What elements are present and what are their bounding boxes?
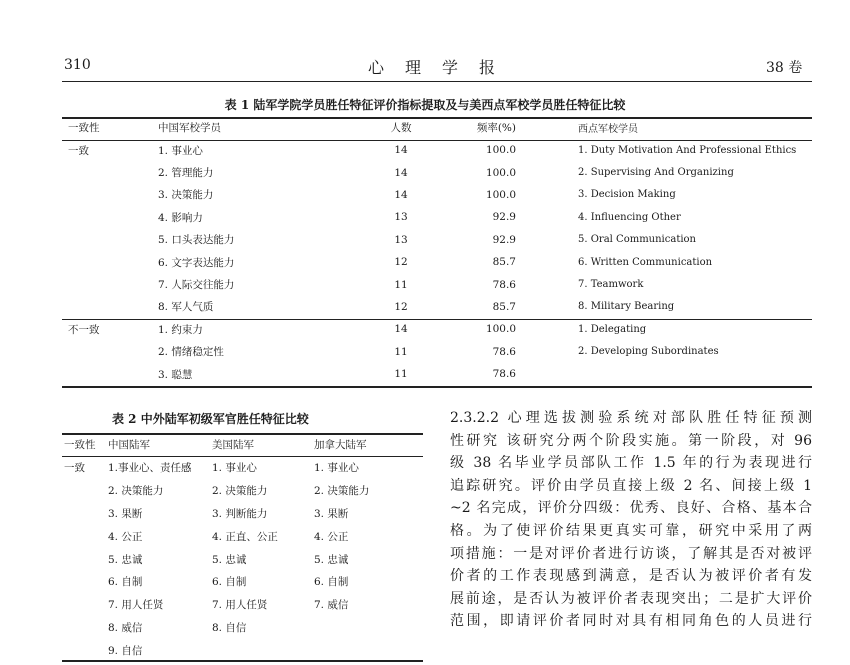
cell-us-army: 7. 用人任贤 <box>212 599 268 612</box>
cell-chinese-army: 9. 自信 <box>108 645 143 658</box>
cell-count: 11 <box>394 278 408 291</box>
cell-chinese-cadet: 3. 聪慧 <box>158 368 193 381</box>
cell-us-army: 2. 决策能力 <box>212 484 268 497</box>
column-header-consistency: 一致性 <box>64 438 96 451</box>
cell-frequency: 100.0 <box>485 144 516 157</box>
cell-westpoint-cadet: 8. Military Bearing <box>578 301 675 313</box>
cell-frequency: 92.9 <box>492 211 516 224</box>
cell-canadian-army <box>314 616 423 639</box>
cell-count: 14 <box>394 144 408 157</box>
cell-count: 14 <box>394 188 408 201</box>
cell-chinese-cadet: 4. 影响力 <box>158 211 203 224</box>
cell-frequency: 100.0 <box>485 188 516 201</box>
column-header-consistency: 一致性 <box>68 121 100 134</box>
cell-consistency <box>62 296 146 318</box>
cell-canadian-army: 3. 果断 <box>314 507 349 520</box>
cell-canadian-army <box>314 639 423 662</box>
cell-chinese-cadet: 2. 管理能力 <box>158 167 214 180</box>
cell-consistency <box>62 479 108 502</box>
volume-number: 38 卷 <box>766 60 803 76</box>
table-row <box>62 161 812 183</box>
cell-chinese-cadet: 1. 事业心 <box>158 144 203 157</box>
cell-canadian-army: 5. 忠诚 <box>314 553 349 566</box>
table1-header-row <box>62 115 812 139</box>
table2-title: 表 2 中外陆军初级军官胜任特征比较 <box>112 412 309 426</box>
body-line: 范围，即请评价者同时对具有相同角色的人员进行 <box>450 613 812 630</box>
column-header-westpoint-cadet: 西点军校学员 <box>578 123 638 135</box>
cell-chinese-cadet: 3. 决策能力 <box>158 189 214 202</box>
table-row <box>62 616 423 639</box>
cell-frequency: 78.6 <box>492 278 516 291</box>
header-rule <box>62 81 812 82</box>
cell-consistency <box>62 273 146 295</box>
table-row <box>62 525 423 548</box>
table-row <box>62 139 812 161</box>
table1 <box>62 115 812 385</box>
cell-us-army: 5. 忠诚 <box>212 553 247 566</box>
cell-chinese-cadet: 5. 口头表达能力 <box>158 234 235 247</box>
cell-canadian-army: 4. 公正 <box>314 530 349 543</box>
cell-consistency <box>62 229 146 251</box>
cell-consistency: 不一致 <box>68 323 100 336</box>
cell-count: 13 <box>394 211 408 224</box>
table-row <box>62 363 812 385</box>
cell-westpoint-cadet: 4. Influencing Other <box>578 211 681 223</box>
cell-chinese-army: 5. 忠诚 <box>108 553 143 566</box>
body-line: 级 38 名毕业学员部队工作 1.5 年的行为表现进行 <box>450 455 812 472</box>
table-row <box>62 229 812 251</box>
cell-count: 11 <box>394 368 408 381</box>
table-row <box>62 593 423 616</box>
cell-westpoint-cadet: 6. Written Communication <box>578 256 713 268</box>
cell-consistency <box>62 206 146 228</box>
column-header-chinese-army: 中国陆军 <box>108 438 150 451</box>
cell-count: 13 <box>394 233 408 246</box>
table1-bottom-rule <box>62 386 812 388</box>
body-line: 性研究 该研究分两个阶段实施。第一阶段，对 96 <box>450 432 812 449</box>
body-line: 追踪研究。评价由学员直接上级 2 名、间接上级 1 <box>450 477 812 494</box>
cell-consistency <box>62 525 108 548</box>
body-paragraph <box>450 407 812 633</box>
cell-chinese-army: 3. 果断 <box>108 507 143 520</box>
column-header-frequency: 频率(%) <box>476 121 516 134</box>
cell-canadian-army: 2. 决策能力 <box>314 484 370 497</box>
cell-consistency <box>62 593 108 616</box>
cell-consistency <box>62 251 146 273</box>
cell-us-army: 4. 正直、公正 <box>212 530 278 543</box>
cell-us-army <box>212 639 314 662</box>
cell-chinese-army: 8. 威信 <box>108 622 143 635</box>
table-row <box>62 184 812 206</box>
cell-frequency: 85.7 <box>492 300 516 313</box>
body-line: ~2 名完成，评价分四级：优秀、良好、合格、基本合 <box>450 500 812 517</box>
cell-count: 14 <box>394 323 408 336</box>
cell-canadian-army: 6. 自制 <box>314 576 349 589</box>
table-row <box>62 456 423 479</box>
cell-chinese-cadet: 2. 情绪稳定性 <box>158 346 224 359</box>
cell-frequency: 92.9 <box>492 233 516 246</box>
cell-chinese-army: 1.事业心、责任感 <box>108 461 192 474</box>
table2-header-row <box>62 432 423 456</box>
cell-count: 12 <box>394 256 408 269</box>
cell-chinese-army: 7. 用人任贤 <box>108 599 164 612</box>
table-row <box>62 570 423 593</box>
cell-frequency: 78.6 <box>492 345 516 358</box>
cell-consistency <box>62 570 108 593</box>
table-row <box>62 318 812 340</box>
cell-consistency <box>62 161 146 183</box>
cell-chinese-army: 6. 自制 <box>108 576 143 589</box>
cell-consistency <box>62 184 146 206</box>
cell-westpoint-cadet: 1. Delegating <box>578 323 647 335</box>
table-row <box>62 251 812 273</box>
cell-consistency <box>62 548 108 571</box>
cell-chinese-cadet: 8. 军人气质 <box>158 301 214 314</box>
cell-count: 12 <box>394 300 408 313</box>
cell-westpoint-cadet: 2. Supervising And Organizing <box>578 167 734 179</box>
body-line: 展前途，是否认为被评价者表现突出；二是扩大评价 <box>450 590 812 607</box>
cell-us-army: 6. 自制 <box>212 576 247 589</box>
cell-chinese-army: 4. 公正 <box>108 530 143 543</box>
cell-consistency <box>62 639 108 662</box>
cell-frequency: 78.6 <box>492 368 516 381</box>
table1-title: 表 1 陆军学院学员胜任特征评价指标提取及与美西点军校学员胜任特征比较 <box>224 98 626 112</box>
cell-chinese-cadet: 7. 人际交往能力 <box>158 279 235 292</box>
cell-consistency: 一致 <box>68 144 89 157</box>
page-number: 310 <box>64 57 91 73</box>
cell-westpoint-cadet: 5. Oral Communication <box>578 234 696 246</box>
cell-westpoint-cadet: 1. Duty Motivation And Professional Ethics <box>578 144 797 156</box>
cell-frequency: 100.0 <box>485 166 516 179</box>
body-line: 2.3.2.2 心理选拔测验系统对部队胜任特征预测 <box>450 410 812 426</box>
cell-frequency: 100.0 <box>485 323 516 336</box>
column-header-us-army: 美国陆军 <box>212 438 254 451</box>
cell-consistency <box>62 502 108 525</box>
table2 <box>62 432 423 662</box>
cell-us-army: 1. 事业心 <box>212 461 257 474</box>
cell-frequency: 85.7 <box>492 256 516 269</box>
table-row <box>62 479 423 502</box>
cell-count: 11 <box>394 345 408 358</box>
column-header-canadian-army: 加拿大陆军 <box>314 438 367 451</box>
cell-consistency <box>62 341 146 363</box>
table-row <box>62 502 423 525</box>
cell-westpoint-cadet <box>546 363 812 385</box>
body-line: 项措施：一是对评价者进行访谈，了解其是否对被评 <box>450 545 812 562</box>
table-row <box>62 548 423 571</box>
cell-westpoint-cadet: 3. Decision Making <box>578 189 676 201</box>
cell-canadian-army: 1. 事业心 <box>314 461 359 474</box>
table-row <box>62 341 812 363</box>
table-row <box>62 206 812 228</box>
body-line: 格。为了使评价结果更真实可靠，研究中采用了两 <box>450 522 812 539</box>
body-line: 价者的工作表现感到满意，是否认为被评价者有发 <box>450 568 812 585</box>
cell-us-army: 3. 判断能力 <box>212 507 268 520</box>
table-row <box>62 296 812 318</box>
cell-consistency: 一致 <box>64 461 85 474</box>
cell-us-army: 8. 自信 <box>212 622 247 635</box>
cell-count: 14 <box>394 166 408 179</box>
cell-chinese-cadet: 1. 约束力 <box>158 323 203 336</box>
table-row <box>62 273 812 295</box>
cell-consistency <box>62 363 146 385</box>
cell-canadian-army: 7. 威信 <box>314 599 349 612</box>
table-row <box>62 639 423 662</box>
cell-westpoint-cadet: 2. Developing Subordinates <box>578 346 719 358</box>
cell-westpoint-cadet: 7. Teamwork <box>578 279 644 291</box>
column-header-count: 人数 <box>390 121 412 134</box>
cell-consistency <box>62 616 108 639</box>
column-header-chinese-cadet: 中国军校学员 <box>158 121 221 134</box>
journal-name: 心理学报 <box>368 58 517 77</box>
cell-chinese-cadet: 6. 文字表达能力 <box>158 256 235 269</box>
cell-chinese-army: 2. 决策能力 <box>108 484 164 497</box>
